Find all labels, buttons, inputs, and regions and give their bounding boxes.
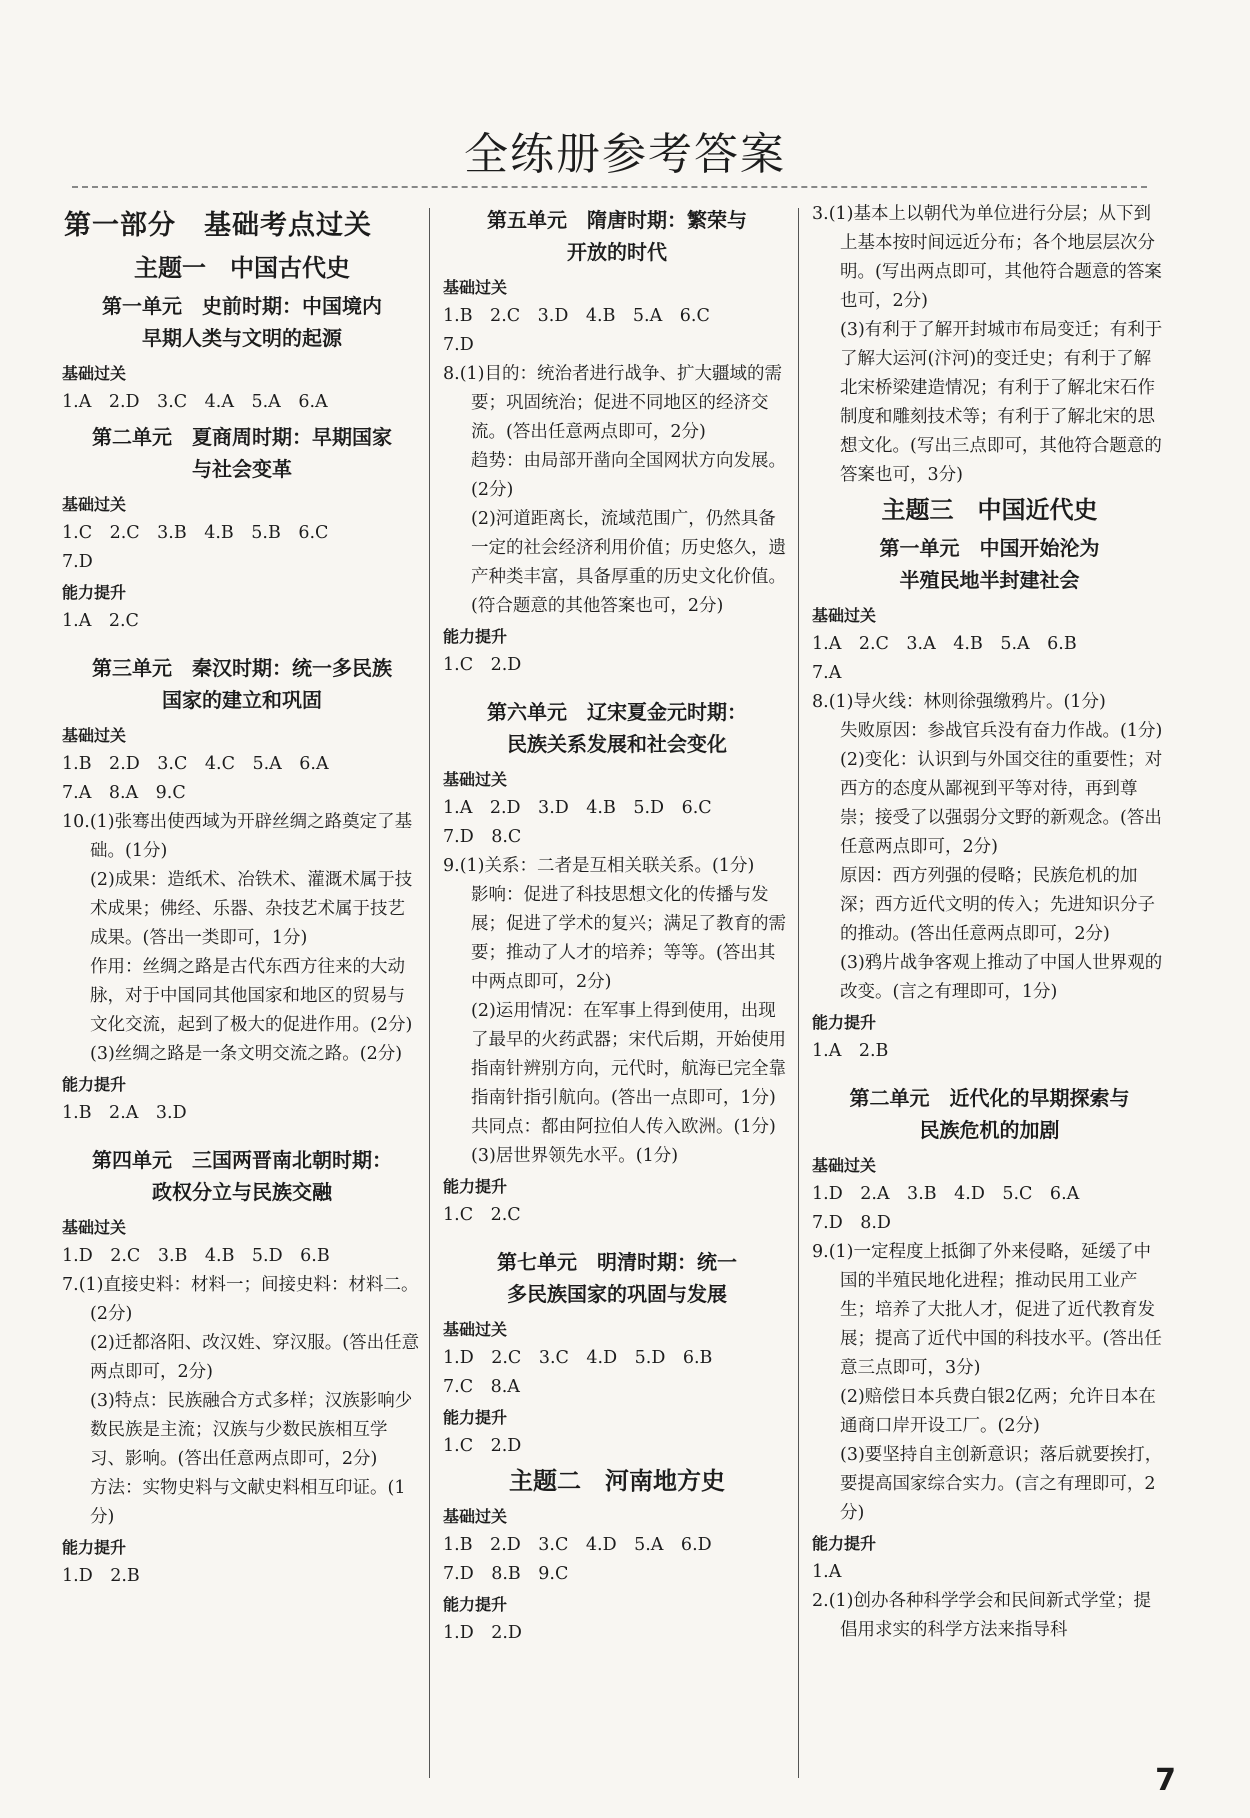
section-label: 能力提升 — [62, 1538, 127, 1557]
answer-paragraph: (2)河道距离长，流域范围广，仍然具备一定的社会经济利用价值；历史悠久，遗产种类丰富，具备厚重的历史文化价值。(符合题意的其他答案也可，2分) — [471, 509, 786, 616]
page-number: 7 — [1155, 1763, 1176, 1798]
unit-title-line: 第三单元 秦汉时期：统一多民族 — [92, 656, 392, 680]
answer-line: 1.D 2.A 3.B 4.D 5.C 6.A — [812, 1184, 1080, 1204]
unit-title-line: 民族关系发展和社会变化 — [507, 732, 727, 756]
theme-heading: 主题二 河南地方史 — [509, 1467, 725, 1495]
answer-paragraph: 失败原因：参战官兵没有奋力作战。(1分) — [840, 721, 1163, 741]
answer-line: 1.B 2.C 3.D 4.B 5.A 6.C — [443, 306, 710, 326]
answer-column-middle — [443, 200, 791, 1648]
section-label: 基础过关 — [443, 278, 508, 297]
answer-paragraph: 共同点：都由阿拉伯人传入欧洲。(1分) — [471, 1117, 776, 1137]
unit-title-line: 第五单元 隋唐时期：繁荣与 — [487, 208, 747, 232]
unit-title-line: 半殖民地半封建社会 — [899, 568, 1080, 592]
page-title: 全练册参考答案 — [464, 129, 786, 180]
answer-paragraph: (2)变化：认识到与外国交往的重要性；对西方的态度从鄙视到平等对待，再到尊崇；接受了以强弱分文野的新观念。(答出任意两点即可，2分) — [840, 750, 1163, 857]
answer-paragraph: (3)有利于了解开封城市布局变迁；有利于了解大运河(汴河)的变迁史；有利于了解北宋桥梁建造情况；有利于了解北宋石作制度和雕刻技术等；有利于了解北宋的思想文化。(写出三点即可，其他符合题意的答案也可，3分) — [840, 320, 1163, 485]
unit-title-line: 开放的时代 — [567, 240, 667, 264]
answer-paragraph: 方法：实物史料与文献史料相互印证。(1分) — [90, 1478, 406, 1527]
answer-paragraph: 影响：促进了科技思想文化的传播与发展；促进了学术的复兴；满足了教育的需要；推动了人才的培养；等等。(答出其中两点即可，2分) — [471, 885, 786, 992]
section-label: 基础过关 — [62, 364, 127, 383]
answer-line: 1.C 2.D — [443, 1436, 522, 1456]
unit-heading — [62, 421, 422, 485]
unit-title-line: 政权分立与民族交融 — [152, 1180, 332, 1204]
answer-line: 1.D 2.B — [62, 1566, 140, 1586]
answer-line: 1.C 2.C 3.B 4.B 5.B 6.C — [62, 523, 329, 543]
answer-paragraph: (2)迁都洛阳、改汉姓、穿汉服。(答出任意两点即可，2分) — [90, 1333, 420, 1382]
answer-paragraph: 7.(1)直接史料：材料一；间接史料：材料二。(2分) — [62, 1275, 419, 1324]
unit-heading — [62, 1144, 422, 1208]
section-label: 能力提升 — [443, 1408, 508, 1427]
unit-title-line: 多民族国家的巩固与发展 — [507, 1282, 727, 1306]
answer-paragraph: (2)运用情况：在军事上得到使用，出现了最早的火药武器；宋代后期，开始使用指南针辨别方向，元代时，航海已完全靠指南针指引航向。(答出一点即可，1分) — [471, 1001, 786, 1108]
answer-line: 1.A 2.D 3.D 4.B 5.D 6.C — [443, 798, 712, 818]
answer-paragraph: 10.(1)张骞出使西域为开辟丝绸之路奠定了基础。(1分) — [62, 812, 413, 861]
answer-column-left — [62, 200, 422, 1591]
answer-line: 1.A — [812, 1562, 842, 1582]
section-label: 能力提升 — [443, 627, 508, 646]
section-label: 基础过关 — [62, 1218, 127, 1237]
answer-line: 1.B 2.A 3.D — [62, 1103, 187, 1123]
unit-title-line: 第二单元 夏商周时期：早期国家 — [92, 425, 392, 449]
answer-paragraph: (2)赔偿日本兵费白银2亿两；允许日本在通商口岸开设工厂。(2分) — [840, 1387, 1156, 1436]
answer-line: 1.D 2.C 3.B 4.B 5.D 6.B — [62, 1246, 330, 1266]
unit-heading — [812, 1082, 1167, 1146]
answer-paragraph: 9.(1)一定程度上抵御了外来侵略，延缓了中国的半殖民地化进程；推动民用工业产生；培养了大批人才，促进了近代教育发展；提高了近代中国的科技水平。(答出任意三点即可，3分) — [812, 1242, 1162, 1378]
answer-paragraph: 3.(1)基本上以朝代为单位进行分层；从下到上基本按时间远近分布；各个地层层次分明。(写出两点即可，其他符合题意的答案也可，2分) — [812, 204, 1162, 311]
unit-title-line: 第二单元 近代化的早期探索与 — [849, 1086, 1130, 1110]
answer-line: 7.D — [62, 552, 93, 572]
answer-line: 7.D 8.C — [443, 827, 522, 847]
unit-heading — [443, 204, 791, 268]
answer-line: 1.B 2.D 3.C 4.D 5.A 6.D — [443, 1535, 712, 1555]
column-divider — [429, 208, 430, 1778]
answer-paragraph: 9.(1)关系：二者是互相关联关系。(1分) — [443, 856, 755, 876]
unit-title-line: 第一单元 史前时期：中国境内 — [102, 294, 382, 318]
theme-heading: 主题三 中国近代史 — [881, 496, 1098, 524]
answer-line: 1.A 2.B — [812, 1041, 889, 1061]
answer-line: 1.A 2.D 3.C 4.A 5.A 6.A — [62, 392, 328, 412]
section-label: 基础过关 — [443, 1507, 508, 1526]
unit-heading — [62, 290, 422, 354]
section-label: 能力提升 — [443, 1595, 508, 1614]
unit-heading — [443, 696, 791, 760]
section-label: 能力提升 — [812, 1013, 877, 1032]
section-label: 基础过关 — [443, 1320, 508, 1339]
section-label: 能力提升 — [62, 583, 127, 602]
answer-paragraph: (3)居世界领先水平。(1分) — [471, 1146, 679, 1166]
answer-line: 1.D 2.C 3.C 4.D 5.D 6.B — [443, 1348, 713, 1368]
section-label: 能力提升 — [443, 1177, 508, 1196]
unit-title-line: 第七单元 明清时期：统一 — [497, 1250, 737, 1274]
answer-paragraph: 8.(1)目的：统治者进行战争、扩大疆域的需要；巩固统治；促进不同地区的经济交流。(答出任意两点即可，2分) — [443, 364, 782, 442]
section-label: 基础过关 — [812, 1156, 877, 1175]
unit-title-line: 国家的建立和巩固 — [162, 688, 322, 712]
answer-paragraph: (3)要坚持自主创新意识；落后就要挨打，要提高国家综合实力。(言之有理即可，2分) — [840, 1445, 1163, 1523]
unit-title-line: 第一单元 中国开始沦为 — [879, 536, 1100, 560]
unit-heading — [62, 652, 422, 716]
answer-line: 7.D 8.B 9.C — [443, 1564, 569, 1584]
answer-paragraph: (2)成果：造纸术、冶铁术、灌溉术属于技术成果；佛经、乐器、杂技艺术属于技艺成果。(答出一类即可，1分) — [90, 870, 413, 948]
unit-title-line: 第六单元 辽宋夏金元时期： — [487, 700, 747, 724]
section-label: 基础过关 — [62, 726, 127, 745]
answer-line: 7.A — [812, 663, 842, 683]
unit-heading — [443, 1246, 791, 1310]
section-label: 能力提升 — [812, 1534, 877, 1553]
unit-title-line: 早期人类与文明的起源 — [142, 326, 342, 350]
unit-heading — [812, 532, 1167, 596]
answer-paragraph: (3)特点：民族融合方式多样；汉族影响少数民族是主流；汉族与少数民族相互学习、影响。(答出任意两点即可，2分) — [90, 1391, 413, 1469]
answer-paragraph: (3)丝绸之路是一条文明交流之路。(2分) — [90, 1044, 403, 1064]
title-divider — [72, 186, 1147, 188]
section-label: 基础过关 — [443, 770, 508, 789]
answer-line: 7.D 8.D — [812, 1213, 891, 1233]
unit-title-line: 与社会变革 — [192, 457, 292, 481]
answer-paragraph: 8.(1)导火线：林则徐强缴鸦片。(1分) — [812, 692, 1106, 712]
answer-line: 1.A 2.C — [62, 611, 139, 631]
unit-title-line: 第四单元 三国两晋南北朝时期： — [92, 1148, 392, 1172]
answer-paragraph: 原因：西方列强的侵略；民族危机的加深；西方近代文明的传入；先进知识分子的推动。(答出任意两点即可，2分) — [840, 866, 1155, 944]
answer-line: 7.C 8.A — [443, 1377, 520, 1397]
section-label: 能力提升 — [62, 1075, 127, 1094]
part-heading: 第一部分 基础考点过关 — [64, 210, 372, 241]
column-divider — [798, 208, 799, 1778]
answer-line: 1.B 2.D 3.C 4.C 5.A 6.A — [62, 754, 329, 774]
answer-line: 7.D — [443, 335, 474, 355]
answer-paragraph: 作用：丝绸之路是古代东西方往来的大动脉，对于中国同其他国家和地区的贸易与文化交流，起到了极大的促进作用。(2分) — [90, 957, 413, 1035]
answer-line: 1.D 2.D — [443, 1623, 522, 1643]
section-label: 基础过关 — [62, 495, 127, 514]
answer-column-right — [812, 200, 1167, 1645]
unit-title-line: 民族危机的加剧 — [919, 1118, 1060, 1142]
answer-paragraph: (3)鸦片战争客观上推动了中国人世界观的改变。(言之有理即可，1分) — [840, 953, 1163, 1002]
answer-line: 7.A 8.A 9.C — [62, 783, 186, 803]
answer-line: 1.C 2.D — [443, 655, 522, 675]
answer-paragraph: 趋势：由局部开凿向全国网状方向发展。(2分) — [471, 451, 786, 500]
answer-line: 1.A 2.C 3.A 4.B 5.A 6.B — [812, 634, 1077, 654]
answer-line: 1.C 2.C — [443, 1205, 521, 1225]
section-label: 基础过关 — [812, 606, 877, 625]
answer-paragraph: 2.(1)创办各种科学学会和民间新式学堂；提倡用求实的科学方法来指导科 — [812, 1591, 1151, 1640]
theme-heading: 主题一 中国古代史 — [134, 254, 350, 282]
